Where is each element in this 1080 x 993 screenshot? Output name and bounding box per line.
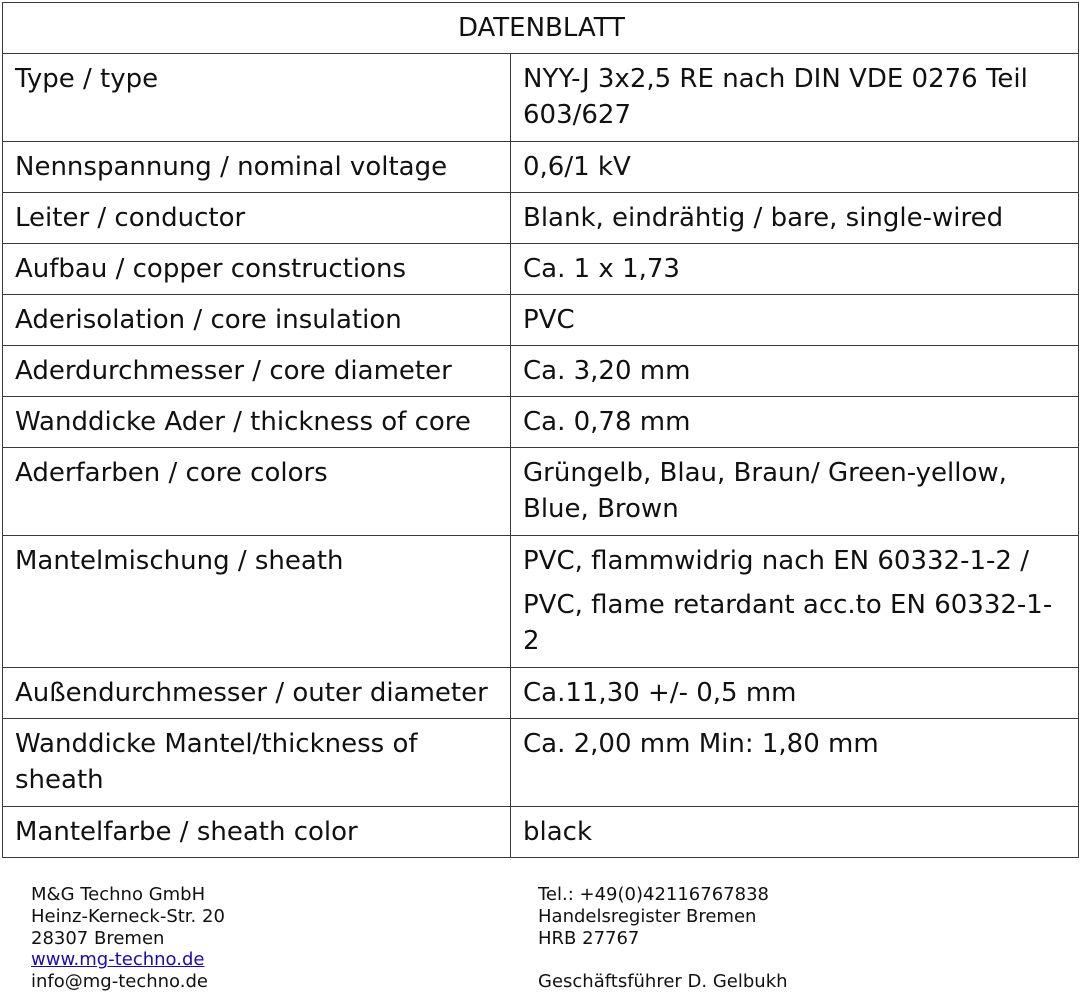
table-row [3,536,1079,668]
datasheet-table [2,2,1079,858]
table-header-row [3,3,1079,54]
row-label: Aufbau / copper constructions [3,244,511,295]
table-row [3,397,1079,448]
company-city: 28307 Bremen [31,927,165,949]
row-value: Ca. 1 x 1,73 [511,244,1079,295]
table-row [3,142,1079,193]
row-value: PVC [511,295,1079,346]
company-street: Heinz-Kerneck-Str. 20 [31,905,225,927]
row-value: NYY-J 3x2,5 RE nach DIN VDE 0276 Teil 603/627 [511,54,1079,142]
footer-register-column [538,884,1058,993]
company-ceo: Geschäftsführer D. Gelbukh [538,971,788,993]
row-value: Ca. 0,78 mm [511,397,1079,448]
company-register-number: HRB 27767 [538,927,640,949]
table-row [3,193,1079,244]
table-row [3,346,1079,397]
row-value: 0,6/1 kV [511,142,1079,193]
footer-address-column [31,884,511,993]
row-label: Wanddicke Mantel/thickness of sheath [3,719,511,807]
row-label: Mantelmischung / sheath [3,536,511,668]
row-label: Wanddicke Ader / thickness of core [3,397,511,448]
table-row [3,448,1079,536]
row-label: Type / type [3,54,511,142]
website-link[interactable]: www.mg-techno.de [31,949,205,971]
row-label: Nennspannung / nominal voltage [3,142,511,193]
document-title: DATENBLATT [3,3,1079,54]
table-row [3,244,1079,295]
row-value-line-1: PVC, flammwidrig nach EN 60332-1-2 / [523,546,1029,576]
row-label: Leiter / conductor [3,193,511,244]
row-value: black [511,807,1079,858]
row-label: Aderfarben / core colors [3,448,511,536]
table-row [3,807,1079,858]
company-email: info@mg-techno.de [31,971,208,993]
table-row [3,719,1079,807]
datasheet [2,2,1078,858]
footer-spacer [538,949,1058,971]
company-register: Handelsregister Bremen [538,905,757,927]
row-value: Grüngelb, Blau, Braun/ Green-yellow, Blue, Brown [511,448,1079,536]
row-label: Außendurchmesser / outer diameter [3,668,511,719]
company-name: M&G Techno GmbH [31,884,206,905]
row-value: Blank, eindrähtig / bare, single-wired [511,193,1079,244]
table-row [3,54,1079,142]
table-row [3,668,1079,719]
row-label: Mantelfarbe / sheath color [3,807,511,858]
row-value-line-2: PVC, flame retardant acc.to EN 60332-1-2 [523,590,1053,656]
row-label: Aderisolation / core insulation [3,295,511,346]
row-value-multiline [511,536,1079,668]
row-value: Ca. 2,00 mm Min: 1,80 mm [511,719,1079,807]
row-value: Ca. 3,20 mm [511,346,1079,397]
row-value: Ca.11,30 +/- 0,5 mm [511,668,1079,719]
table-row [3,295,1079,346]
row-label: Aderdurchmesser / core diameter [3,346,511,397]
company-phone: Tel.: +49(0)42116767838 [538,884,769,905]
